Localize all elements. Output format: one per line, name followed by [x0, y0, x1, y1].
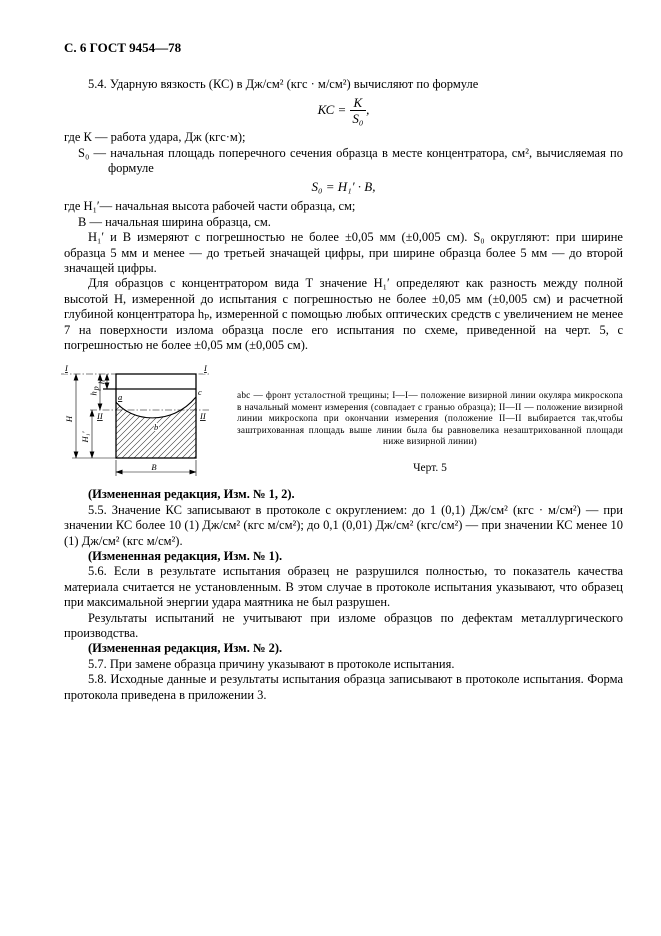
label-c: c	[198, 387, 202, 398]
amendment-1: (Измененная редакция, Изм. № 1).	[88, 549, 283, 563]
formula-kc-comma: ,	[366, 101, 370, 117]
label-I-left-icon: I	[65, 363, 68, 374]
figure-caption: abc — фронт усталостной трещины; I—I— положение визирной линии окуляра микроскопа в начальный момент измерения (совпадает с гранью образца); II—II — положение визирной линии микроскопа при окончании измерения (положение II—II выбирается так,чтобы заштрихованная площадь выше линии была бы равновелика незаштрихованной площади ниже визирной линии)	[237, 391, 623, 447]
formula-s0: S₀ = H₁′ · В,	[311, 179, 376, 195]
figure-5	[64, 359, 623, 483]
amendment-1-2: (Измененная редакция, Изм. № 1, 2).	[88, 487, 295, 502]
paragraph-measure: H₁′ и В измеряют с погрешностью не более ±0,05 мм (±0,005 см). S₀ округляют: при ширине образца 5 мм и менее — до третьей значащей цифры, при ширине образца более 5 мм — до второй значащей цифры.	[64, 230, 623, 275]
paragraph-5-5: 5.5. Значение КС записывают в протоколе с округлением: до 1 (0,1) Дж/см² (кгс · м/см²) — при значении КС более 10 (1) Дж/см² (кгс м/см²); до 0,1 (0,01) Дж/см² (кгс/см²) — при значении КС менее 10 (1) Дж/см² (кгс м/см²).	[64, 502, 623, 548]
amendment-2: (Измененная редакция, Изм. № 2).	[88, 641, 283, 656]
definition-k: где К — работа удара, Дж (кгс·м);	[64, 130, 246, 145]
label-H1: H₁′	[80, 431, 90, 443]
formula-kc-numerator: К	[350, 96, 367, 112]
definition-s0: S₀ — начальная площадь поперечного сечения образца в месте концентратора, см², вычисляемая по формуле	[78, 145, 623, 175]
specimen-diagram	[59, 359, 219, 483]
figure-number: Черт. 5	[413, 462, 447, 475]
figure-caption-column	[219, 359, 623, 483]
paragraph-5-7: 5.7. При замене образца причину указывают в протоколе испытания.	[88, 656, 455, 671]
label-II-left-icon: II	[97, 411, 103, 422]
paragraph-type-t: Для образцов с концентратором вида Т значение H₁′ определяют как разность между полной высотой H, измеренной до испытания с погрешностью не более ±0,05 мм (±0,005 см) и расчетной глубиной концентратора hₚ, измеренной с помощью любых оптических средств с увеличением не менее 7 на поверхности излома образца после его испытания по схеме, приведенной на черт. 5, с погрешностью не более ±0,05 мм (±0,005 см).	[64, 276, 623, 352]
definition-h1: где H₁′— начальная высота рабочей части образца, см;	[64, 199, 356, 214]
label-a: a	[118, 392, 123, 403]
definition-b: В — начальная ширина образца, см.	[78, 214, 271, 229]
label-H: H	[64, 416, 74, 423]
formula-kc-lhs: КС =	[317, 101, 347, 117]
formula-kc-fraction	[350, 94, 370, 127]
label-hp	[89, 387, 101, 396]
label-II-right-icon: II	[200, 411, 206, 422]
page-content	[64, 40, 623, 703]
formula-kc-denominator: S₀	[352, 111, 364, 127]
label-hp-base: h	[88, 391, 99, 396]
label-b: b	[154, 422, 159, 433]
label-I-right-icon: I	[204, 363, 207, 374]
label-B: В	[151, 462, 157, 473]
paragraph-5-6b: Результаты испытаний не учитывают при изломе образцов по дефектам металлургического производства.	[64, 610, 623, 641]
label-hp-sub: р	[90, 386, 101, 391]
page-header: С. 6 ГОСТ 9454—78	[64, 40, 182, 55]
label-h: h	[96, 380, 107, 385]
paragraph-5-8: 5.8. Исходные данные и результаты испытания образца записывают в протоколе испытания. Форма протокола приведена в приложении 3.	[64, 672, 623, 702]
paragraph-5-6: 5.6. Если в результате испытания образец не разрушился полностью, то показатель качества материала считается не установленным. В этом случае в протоколе испытания указывают, что образец при максимальной энергии удара маятника не был разрушен.	[64, 564, 623, 610]
paragraph-5-4: 5.4. Ударную вязкость (КС) в Дж/см² (кгс · м/см²) вычисляют по формуле	[88, 77, 479, 92]
formula-kc	[64, 96, 623, 126]
